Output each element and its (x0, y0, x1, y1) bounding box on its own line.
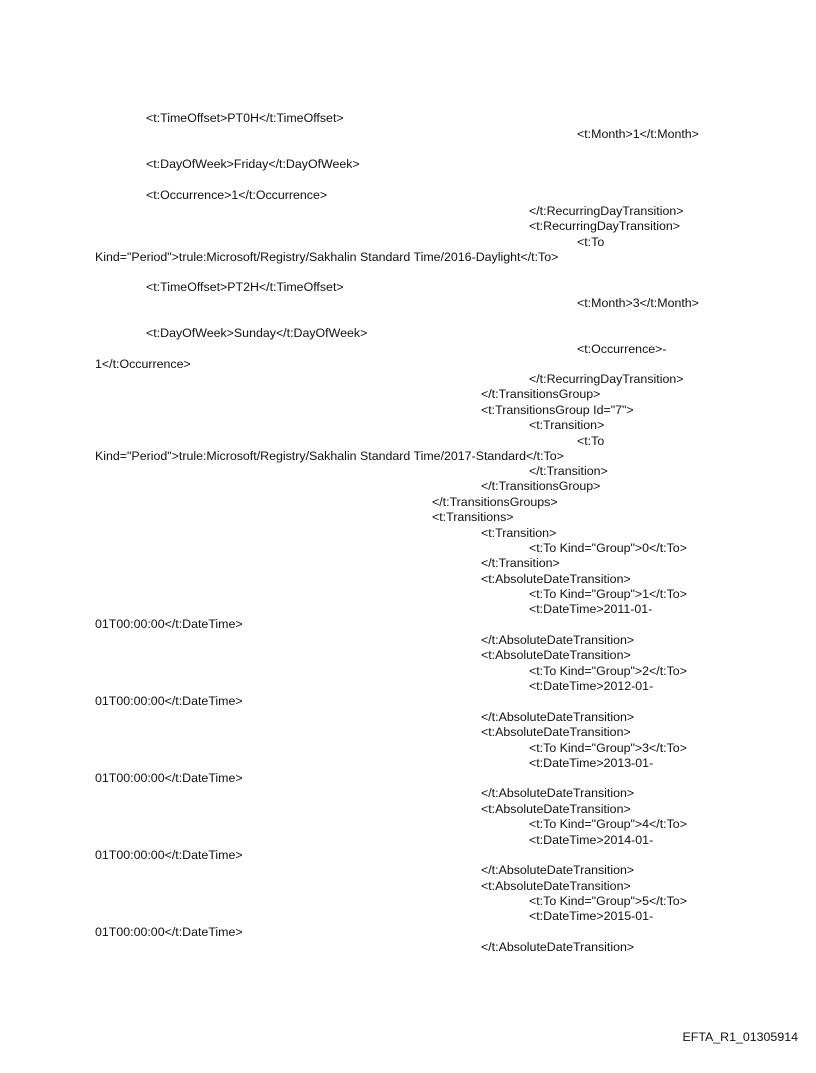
xml-line: <t:TimeOffset>PT2H</t:TimeOffset> (146, 280, 344, 294)
xml-line: <t:TimeOffset>PT0H</t:TimeOffset> (146, 111, 344, 125)
xml-line: </t:TransitionsGroup> (481, 387, 601, 401)
xml-line: <t:DayOfWeek>Sunday</t:DayOfWeek> (146, 326, 368, 340)
xml-line: <t:AbsoluteDateTransition> (481, 572, 631, 586)
xml-line: <t:DayOfWeek>Friday</t:DayOfWeek> (146, 157, 360, 171)
xml-line: 01T00:00:00</t:DateTime> (95, 617, 243, 631)
xml-line: <t:DateTime>2014-01- (529, 833, 654, 847)
xml-line: </t:AbsoluteDateTransition> (481, 786, 635, 800)
xml-line: <t:To Kind="Group">2</t:To> (529, 664, 687, 678)
xml-line: <t:Transition> (481, 526, 557, 540)
xml-line: <t:Transitions> (432, 510, 514, 524)
xml-line: <t:To (577, 434, 605, 448)
xml-line: <t:Occurrence>1</t:Occurrence> (146, 188, 328, 202)
xml-line: </t:AbsoluteDateTransition> (481, 633, 635, 647)
xml-line: 01T00:00:00</t:DateTime> (95, 771, 243, 785)
xml-line: </t:Transition> (529, 464, 608, 478)
xml-line: <t:AbsoluteDateTransition> (481, 802, 631, 816)
xml-line: 01T00:00:00</t:DateTime> (95, 694, 243, 708)
xml-line: 01T00:00:00</t:DateTime> (95, 848, 243, 862)
xml-line: Kind="Period">trule:Microsoft/Registry/Sakhalin Standard Time/2017-Standard</t:To> (95, 449, 564, 463)
xml-line: <t:Month>1</t:Month> (577, 127, 699, 141)
xml-line: <t:AbsoluteDateTransition> (481, 648, 631, 662)
xml-line: </t:TransitionsGroup> (481, 479, 601, 493)
xml-line: </t:RecurringDayTransition> (529, 204, 684, 218)
xml-line: </t:AbsoluteDateTransition> (481, 940, 635, 954)
xml-line: </t:TransitionsGroups> (432, 495, 558, 509)
xml-line: </t:RecurringDayTransition> (529, 372, 684, 386)
xml-line: <t:AbsoluteDateTransition> (481, 879, 631, 893)
xml-line: <t:To Kind="Group">3</t:To> (529, 741, 687, 755)
xml-line: <t:To Kind="Group">1</t:To> (529, 587, 687, 601)
xml-line: <t:TransitionsGroup Id="7"> (481, 403, 634, 417)
xml-line: </t:AbsoluteDateTransition> (481, 863, 635, 877)
xml-line: 01T00:00:00</t:DateTime> (95, 925, 243, 939)
xml-line: <t:Month>3</t:Month> (577, 296, 699, 310)
xml-line: <t:DateTime>2013-01- (529, 756, 654, 770)
xml-line: <t:To (577, 235, 605, 249)
xml-line: <t:To Kind="Group">4</t:To> (529, 817, 687, 831)
xml-line: <t:DateTime>2012-01- (529, 679, 654, 693)
xml-line: Kind="Period">trule:Microsoft/Registry/Sakhalin Standard Time/2016-Daylight</t:To> (95, 250, 559, 264)
xml-line: <t:Occurrence>- (577, 342, 667, 356)
xml-line: <t:To Kind="Group">0</t:To> (529, 541, 687, 555)
xml-line: </t:AbsoluteDateTransition> (481, 710, 635, 724)
xml-line: <t:DateTime>2011-01- (529, 602, 653, 616)
xml-line: <t:AbsoluteDateTransition> (481, 725, 631, 739)
xml-line: <t:To Kind="Group">5</t:To> (529, 894, 687, 908)
xml-line: <t:RecurringDayTransition> (529, 219, 681, 233)
xml-line: </t:Transition> (481, 556, 560, 570)
document-id-footer: EFTA_R1_01305914 (682, 1030, 798, 1044)
xml-line: <t:Transition> (529, 418, 605, 432)
xml-line: 1</t:Occurrence> (95, 357, 191, 371)
xml-line: <t:DateTime>2015-01- (529, 909, 654, 923)
